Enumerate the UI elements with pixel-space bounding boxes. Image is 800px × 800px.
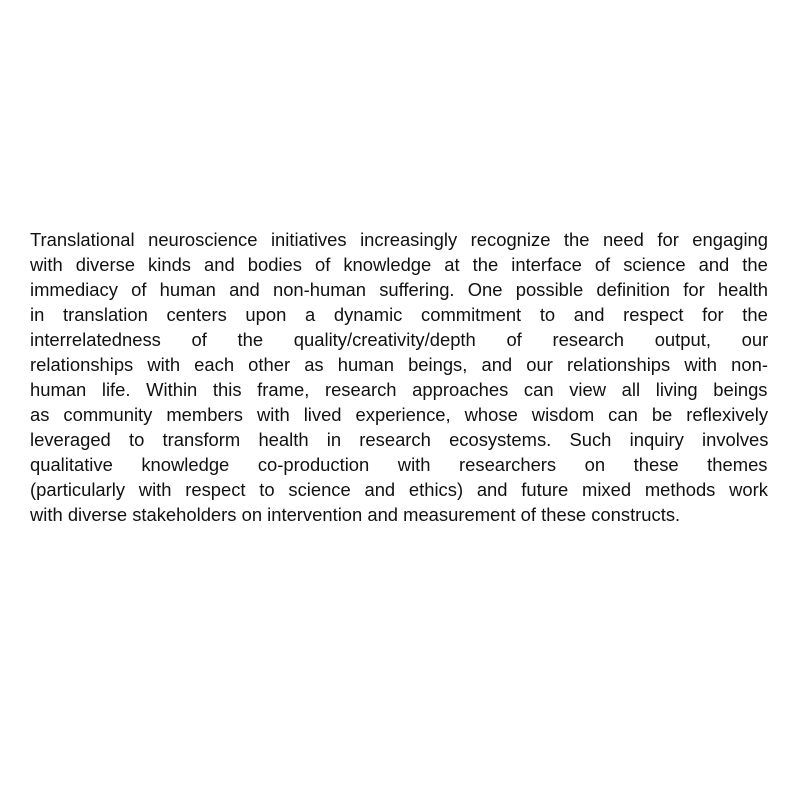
- paragraph-line: Translational neuroscience initiatives increasingly recognize the need for engaging: [30, 229, 768, 250]
- abstract-paragraph: [30, 227, 768, 527]
- paragraph-line: with diverse kinds and bodies of knowledge at the interface of science and the: [30, 254, 768, 275]
- paragraph-line: with diverse stakeholders on intervention and measurement of these constructs.: [30, 504, 681, 525]
- paragraph-line: human life. Within this frame, research approaches can view all living beings: [30, 379, 768, 400]
- paragraph-line: interrelatedness of the quality/creativity/depth of research output, our: [30, 329, 769, 350]
- paragraph-line: relationships with each other as human beings, and our relationships with non-: [30, 354, 768, 375]
- paragraph-line: in translation centers upon a dynamic commitment to and respect for the: [30, 304, 768, 325]
- paragraph-line: (particularly with respect to science and ethics) and future mixed methods work: [30, 479, 768, 500]
- paragraph-line: qualitative knowledge co-production with researchers on these themes: [30, 454, 768, 475]
- paragraph-line: immediacy of human and non-human suffering. One possible definition for health: [30, 279, 769, 300]
- paragraph-line: as community members with lived experience, whose wisdom can be reflexively: [30, 404, 769, 425]
- paragraph-line: leveraged to transform health in research ecosystems. Such inquiry involves: [30, 429, 769, 450]
